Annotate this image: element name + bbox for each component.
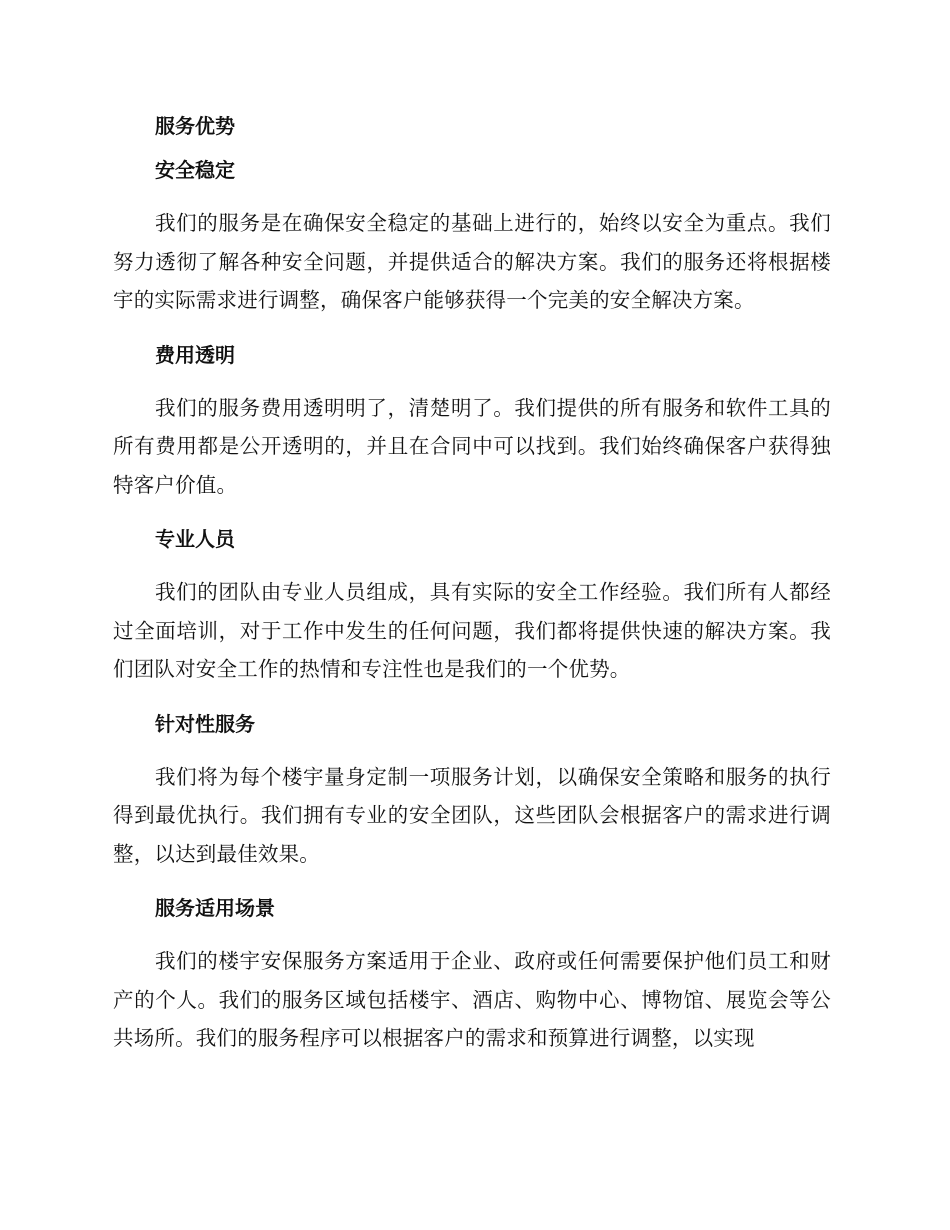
section-body-pricing: 我们的服务费用透明明了，清楚明了。我们提供的所有服务和软件工具的所有费用都是公开透明的，并且在合同中可以找到。我们始终确保客户获得独特客户价值。 <box>113 395 831 497</box>
section-heading-scenarios: 服务适用场景 <box>155 896 275 920</box>
document-page <box>113 104 831 1071</box>
section-heading-staff: 专业人员 <box>155 527 235 551</box>
section-heading-pricing: 费用透明 <box>155 342 235 367</box>
section-heading-security: 安全稳定 <box>155 158 235 182</box>
section-body-staff: 我们的团队由专业人员组成，具有实际的安全工作经验。我们所有人都经过全面培训，对于工作中发生的任何问题，我们都将提供快速的解决方案。我们团队对安全工作的热情和专注性也是我们的一个优势。 <box>113 580 831 681</box>
main-heading: 服务优势 <box>155 114 235 138</box>
section-body-targeted: 我们将为每个楼宇量身定制一项服务计划，以确保安全策略和服务的执行得到最优执行。我们拥有专业的安全团队，这些团队会根据客户的需求进行调整，以达到最佳效果。 <box>113 764 831 866</box>
section-heading-targeted: 针对性服务 <box>155 711 255 736</box>
section-body-scenarios: 我们的楼宇安保服务方案适用于企业、政府或任何需要保护他们员工和财产的个人。我们的服务区域包括楼宇、酒店、购物中心、博物馆、展览会等公共场所。我们的服务程序可以根据客户的需求和预算进行调整，以实现 <box>113 949 831 1050</box>
section-body-security: 我们的服务是在确保安全稳定的基础上进行的，始终以安全为重点。我们努力透彻了解各种安全问题，并提供适合的解决方案。我们的服务还将根据楼宇的实际需求进行调整，确保客户能够获得一个完美的安全解决方案。 <box>113 211 831 312</box>
